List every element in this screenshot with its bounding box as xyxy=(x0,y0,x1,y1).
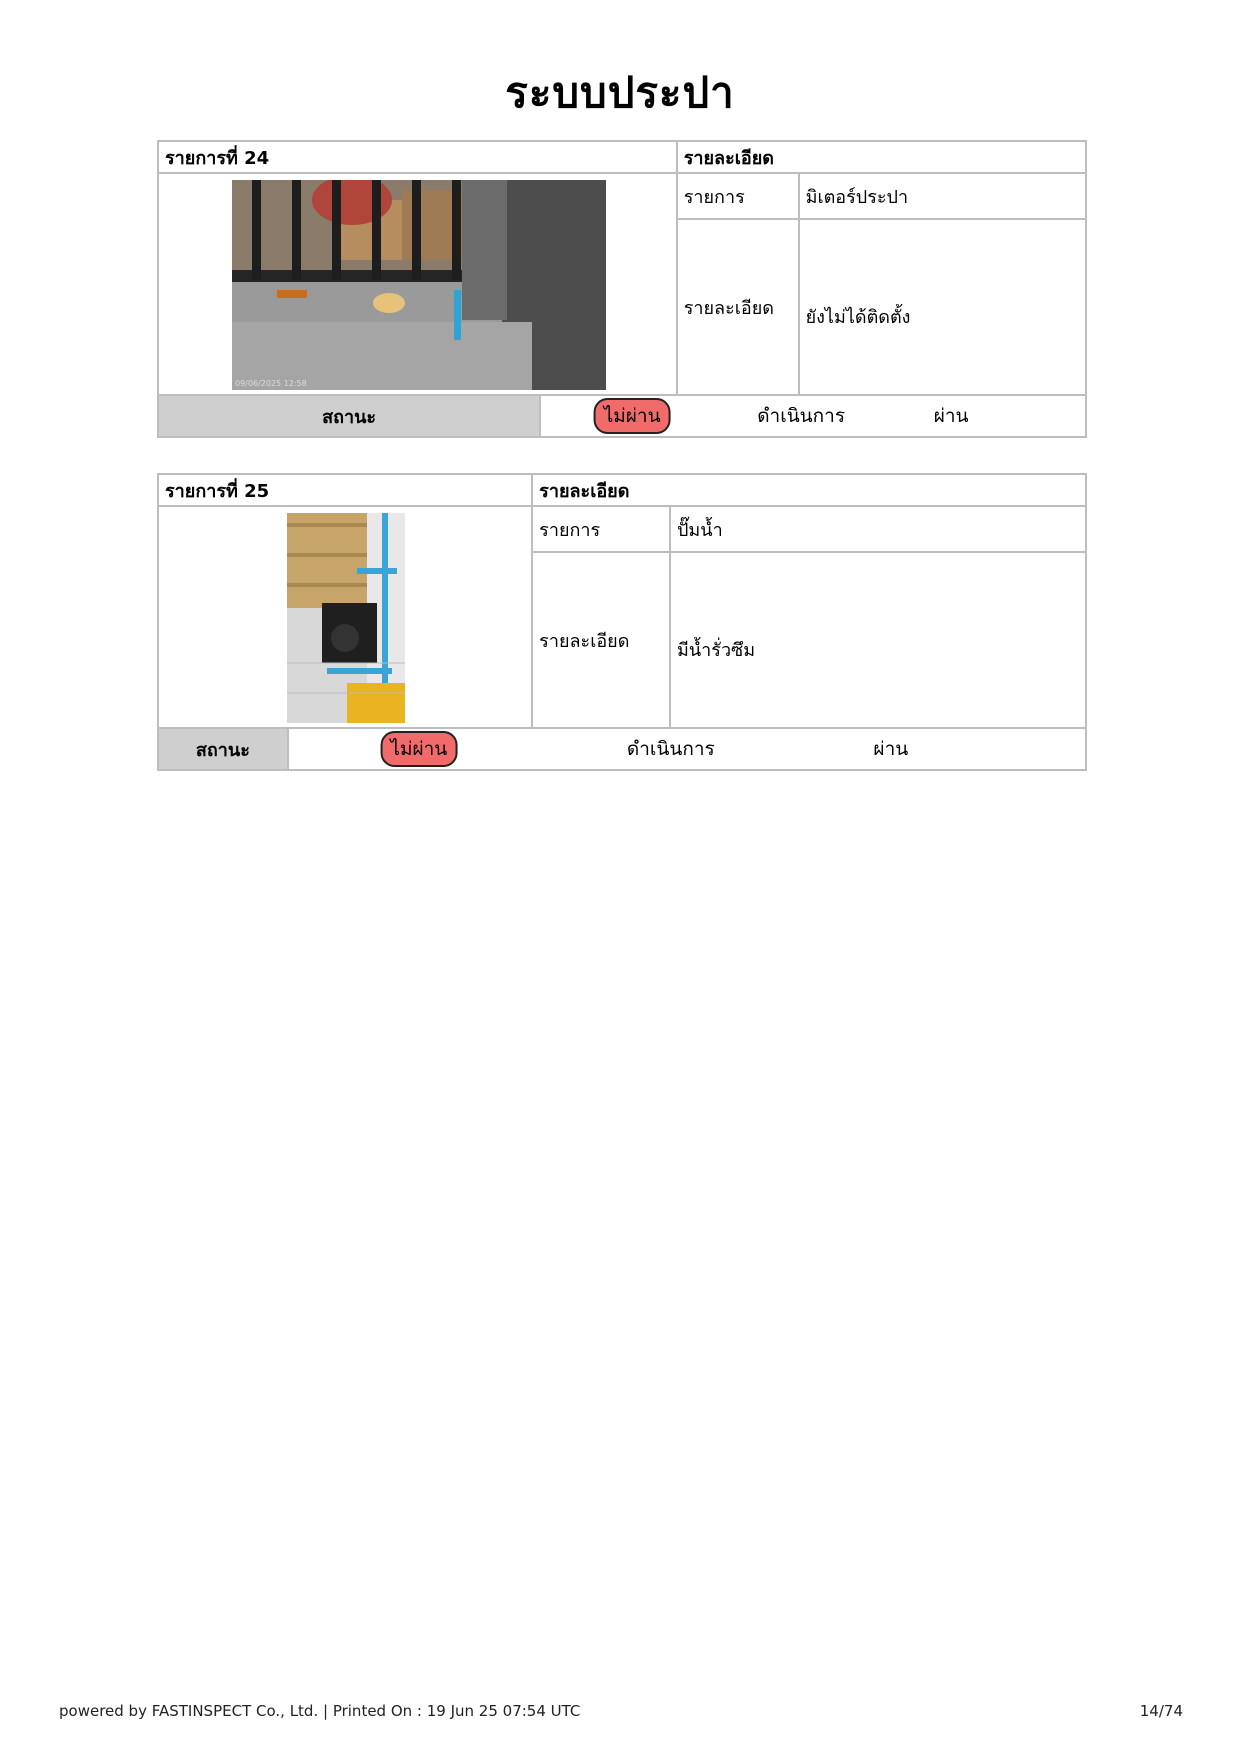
inspection-item-25 xyxy=(157,473,1087,771)
item-header: รายการที่ 24 xyxy=(158,141,677,173)
status-in-progress-option[interactable]: ดำเนินการ xyxy=(757,405,846,427)
photo-cell xyxy=(158,506,532,728)
status-options xyxy=(288,728,1086,770)
status-options xyxy=(540,395,1086,437)
item-value: มิเตอร์ประปา xyxy=(799,173,1086,219)
detail-value: ยังไม่ได้ติดตั้ง xyxy=(799,219,1086,395)
detail-value: มีน้ำรั่วซึม xyxy=(670,552,1086,728)
item-header: รายการที่ 25 xyxy=(158,474,532,506)
detail-label: รายละเอียด xyxy=(677,219,799,395)
item-photo[interactable] xyxy=(287,513,405,723)
inspection-item-24 xyxy=(157,140,1087,438)
status-pass-option[interactable]: ผ่าน xyxy=(873,738,909,760)
footer-credit: powered by FASTINSPECT Co., Ltd. | Printed On : 19 Jun 25 07:54 UTC xyxy=(59,1702,581,1720)
status-in-progress-option[interactable]: ดำเนินการ xyxy=(626,738,715,760)
page-number: 14/74 xyxy=(1139,1702,1183,1720)
details-header: รายละเอียด xyxy=(677,141,1086,173)
status-pass-option[interactable]: ผ่าน xyxy=(933,405,969,427)
photo-timestamp: 09/06/2025 12:58 xyxy=(235,379,307,388)
photo-cell xyxy=(158,173,677,395)
status-fail-option[interactable]: ไม่ผ่าน xyxy=(594,398,671,434)
item-value: ปั๊มน้ำ xyxy=(670,506,1086,552)
details-header: รายละเอียด xyxy=(532,474,1086,506)
item-label: รายการ xyxy=(532,506,670,552)
detail-label: รายละเอียด xyxy=(532,552,670,728)
status-label: สถานะ xyxy=(158,728,288,770)
page-title: ระบบประปา xyxy=(505,68,735,117)
item-label: รายการ xyxy=(677,173,799,219)
status-fail-option[interactable]: ไม่ผ่าน xyxy=(380,731,457,767)
status-label: สถานะ xyxy=(158,395,540,437)
item-photo[interactable] xyxy=(232,180,606,390)
